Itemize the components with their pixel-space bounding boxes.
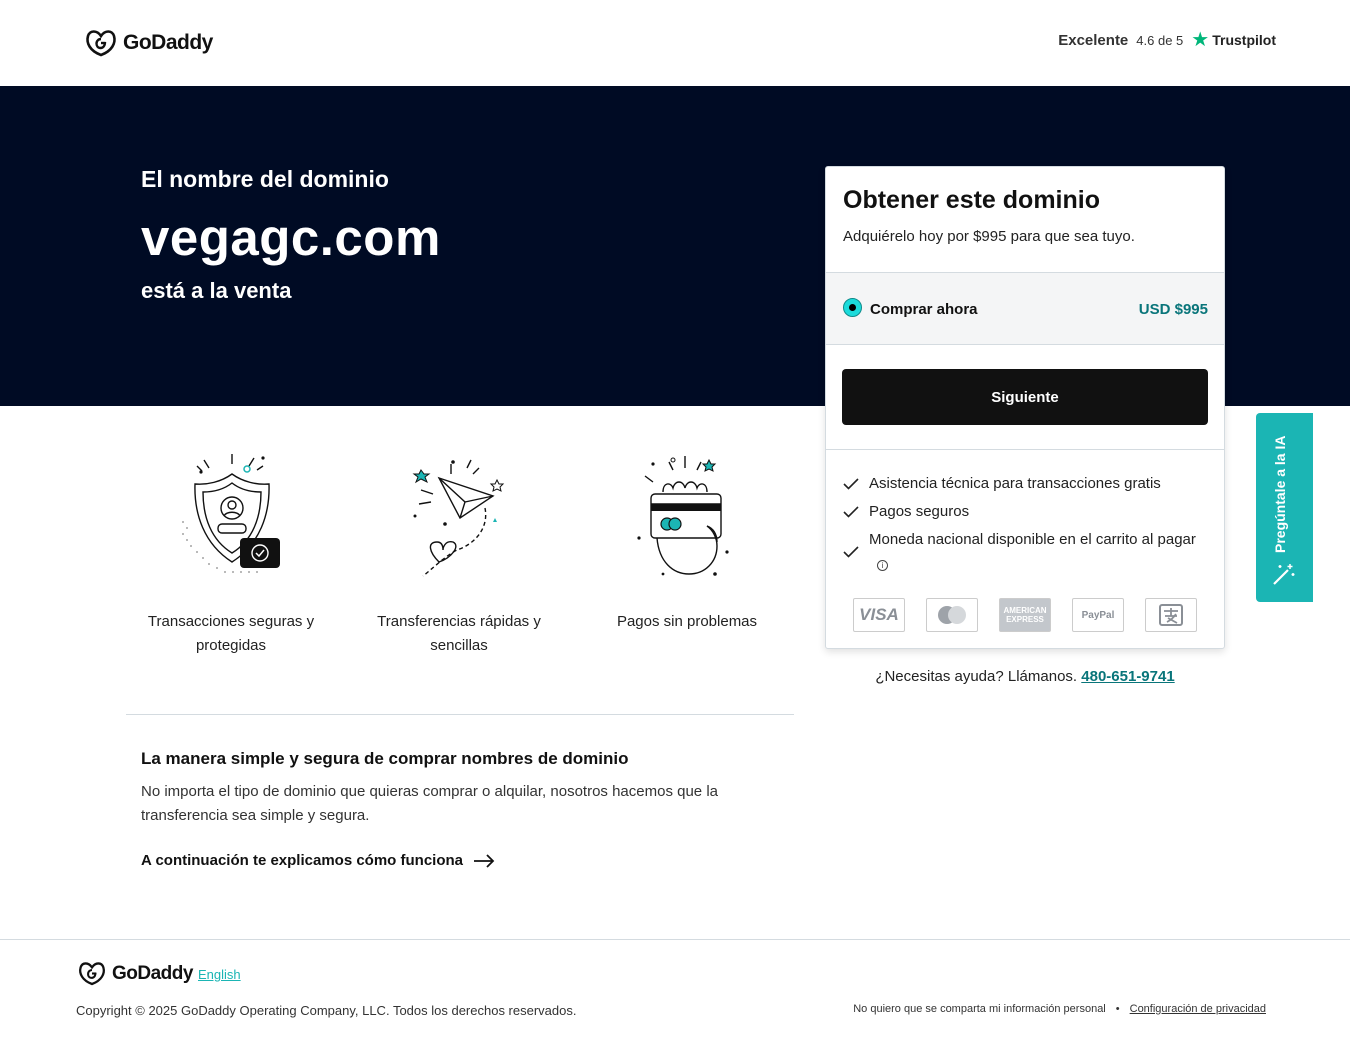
mastercard-icon [926,598,978,632]
section-divider [126,714,794,715]
godaddy-wordmark: GoDaddy [123,31,213,54]
language-link[interactable]: English [198,967,241,982]
feature-payments [587,610,787,634]
footer-godaddy-logo[interactable] [78,961,193,986]
visa-icon: VISA [853,598,905,632]
top-header [0,0,1350,86]
feature-fast-label: Transferencias rápidas y sencillas [377,613,541,654]
payment-methods [853,598,1197,632]
help-line [825,668,1225,685]
alipay-icon [1145,598,1197,632]
check-icon [843,471,859,496]
next-button[interactable]: Siguiente [842,369,1208,425]
card-divider [826,449,1224,450]
rating-label: Excelente [1058,31,1129,49]
card-payment-icon [633,452,743,582]
feature-secure [131,610,331,658]
page-footer [0,939,1350,1045]
check-icon [843,499,859,524]
card-features [843,471,1203,580]
purchase-card [825,166,1225,649]
feature-fast [359,610,559,658]
feature-item [843,499,1203,524]
card-subtitle: Adquiérelo hoy por $995 para que sea tuyo. [843,228,1135,245]
feature-item [843,527,1203,577]
feature-secure-label: Transacciones seguras y protegidas [147,613,315,654]
bullet-separator: • [1115,1003,1120,1015]
section-title: La manera simple y segura de comprar nombres de dominio [141,749,629,768]
trustpilot-brand [1191,30,1276,50]
sale-status: está a la venta [141,278,292,303]
footer-wordmark: GoDaddy [112,962,193,984]
help-text: ¿Necesitas ayuda? Llámanos. [875,668,1078,685]
feature-text: Pagos seguros [869,503,970,520]
amex-icon: AMERICAN EXPRESS [999,598,1051,632]
buy-now-option[interactable] [826,272,1224,345]
buy-now-price: USD $995 [1138,301,1208,318]
section-body: No importa el tipo de dominio que quieras comprar o alquilar, nosotros hacemos que la transferencia sea simple y segura. [141,783,718,824]
feature-text-wrap [869,527,1203,577]
how-it-works-link[interactable] [141,852,495,869]
privacy-optout-link[interactable]: No quiero que se comparta mi información personal [853,1003,1106,1015]
how-it-works-label: A continuación te explicamos cómo funciona [141,852,463,869]
privacy-settings-link[interactable]: Configuración de privacidad [1129,1003,1266,1015]
trustpilot-rating[interactable] [1058,30,1276,50]
domain-name: vegagc.com [141,209,441,266]
paypal-icon: PayPal [1072,598,1124,632]
godaddy-logo-icon [78,961,106,986]
arrow-right-icon [473,854,495,868]
hero-kicker: El nombre del dominio [141,166,389,192]
rating-score: 4.6 de 5 [1136,32,1184,48]
feature-text: Asistencia técnica para transacciones gratis [869,475,1161,492]
buy-now-label: Comprar ahora [870,301,978,318]
check-icon [843,527,859,577]
copyright: Copyright © 2025 GoDaddy Operating Company, LLC. Todos los derechos reservados. [76,1003,577,1018]
feature-item [843,471,1203,496]
info-icon[interactable]: i [877,560,888,571]
buy-now-radio[interactable] [843,298,862,317]
help-phone-link[interactable]: 480-651-9741 [1081,668,1175,685]
magic-wand-icon [1271,561,1297,587]
godaddy-logo[interactable] [85,29,213,57]
godaddy-logo-icon [85,29,117,57]
trustpilot-star-icon: ★ [1191,29,1210,51]
feature-payments-label: Pagos sin problemas [616,613,758,630]
feature-text: Moneda nacional disponible en el carrito al pagar [869,531,1196,548]
shield-icon [177,452,287,582]
ask-ai-tab[interactable] [1256,413,1313,602]
ask-ai-label: Pregúntale a la IA [1272,435,1288,553]
privacy-links [853,1003,1266,1015]
paper-plane-icon [405,452,515,582]
trustpilot-label: Trustpilot [1212,32,1276,48]
card-title: Obtener este dominio [843,186,1100,214]
